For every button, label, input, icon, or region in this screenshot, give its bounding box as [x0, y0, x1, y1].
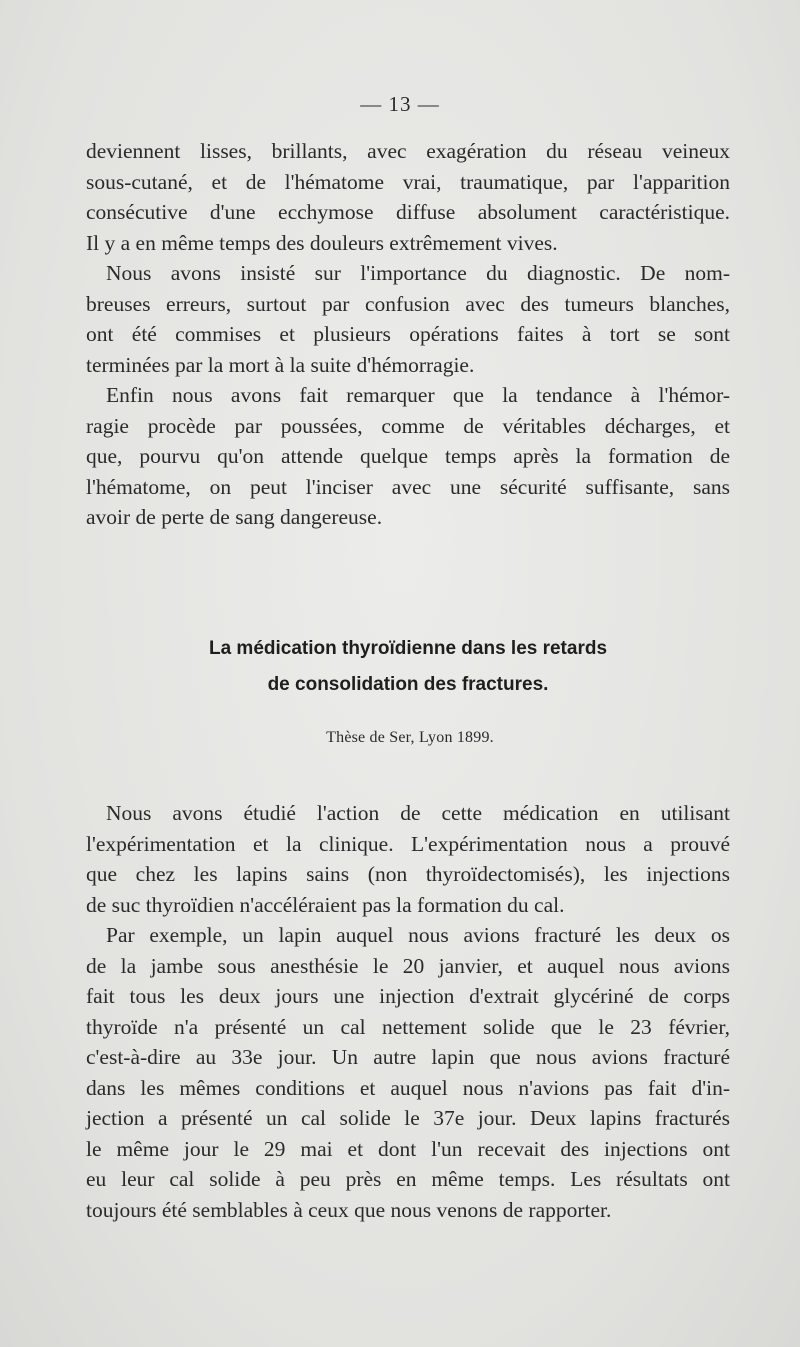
text-line: c'est-à-dire au 33e jour. Un autre lapin que nous avions fracturé — [86, 1045, 730, 1069]
text-line: eu leur cal solide à peu près en même temps. Les résultats ont — [86, 1167, 730, 1191]
text-line: deviennent lisses, brillants, avec exagération du réseau veineux — [86, 139, 730, 163]
text-line: ragie procède par poussées, comme de véritables décharges, et — [86, 413, 730, 438]
text-line: le même jour le 29 mai et dont l'un recevait des injections ont — [86, 1136, 730, 1161]
text-line: de suc thyroïdien n'accéléraient pas la formation du cal. — [86, 892, 565, 917]
text-line: ont été commises et plusieurs opérations faites à tort se sont — [86, 322, 730, 346]
article-title-line-2: de consolidation des fractures. — [267, 674, 549, 695]
text-line: sous-cutané, et de l'hématome vrai, traumatique, par l'apparition — [86, 169, 730, 194]
text-line: Il y a en même temps des douleurs extrêmement vives. — [86, 230, 558, 255]
text-line: thyroïde n'a présenté un cal nettement solide que le 23 février, — [86, 1014, 730, 1039]
text-line: Enfin nous avons fait remarquer que la tendance à l'hémor- — [106, 383, 730, 407]
text-line: l'hématome, on peut l'inciser avec une sécurité suffisante, sans — [86, 474, 730, 499]
text-line: breuses erreurs, surtout par confusion avec des tumeurs blanches, — [86, 291, 730, 316]
text-line: que chez les lapins sains (non thyroïdectomisés), les injections — [86, 862, 730, 886]
text-line: dans les mêmes conditions et auquel nous n'avions pas fait d'in- — [86, 1075, 730, 1100]
text-line: terminées par la mort à la suite d'hémorragie. — [86, 352, 475, 377]
text-line: Nous avons insisté sur l'importance du diagnostic. De nom- — [106, 261, 730, 285]
article-title-line-1: La médication thyroïdienne dans les retards — [208, 638, 608, 659]
text-line: fait tous les deux jours une injection d'extrait glycériné de corps — [86, 984, 730, 1008]
text-line: l'expérimentation et la clinique. L'expérimentation nous a prouvé — [86, 831, 730, 856]
text-line: avoir de perte de sang dangereuse. — [86, 505, 383, 529]
text-line: consécutive d'une ecchymose diffuse absolument caractéristique. — [86, 200, 730, 224]
page-number: — 13 — — [360, 92, 440, 116]
text-line: jection a présenté un cal solide le 37e jour. Deux lapins fracturés — [86, 1106, 730, 1130]
text-line: que, pourvu qu'on attende quelque temps après la formation de — [86, 444, 730, 468]
text-line: Nous avons étudié l'action de cette médication en utilisant — [106, 801, 730, 825]
text-line: de la jambe sous anesthésie le 20 janvier, et auquel nous avions — [86, 953, 730, 978]
article-citation: Thèse de Ser, Lyon 1899. — [326, 729, 494, 746]
text-line: Par exemple, un lapin auquel nous avions fracturé les deux os — [106, 923, 730, 947]
section-hematoma-text — [86, 136, 730, 533]
text-line: toujours été semblables à ceux que nous venons de rapporter. — [86, 1197, 612, 1222]
section-thyroid-text — [86, 798, 730, 1225]
